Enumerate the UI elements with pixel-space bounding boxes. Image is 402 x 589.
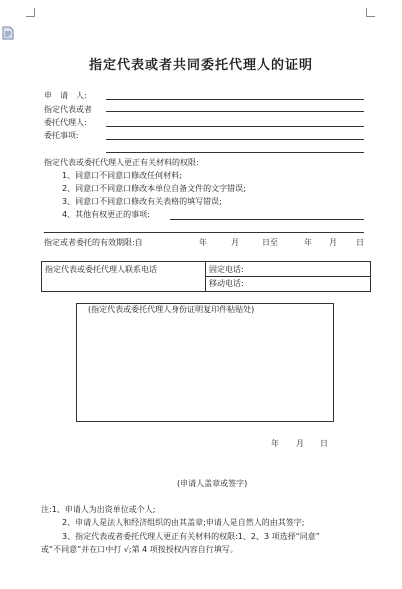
validity-day-2: 日	[356, 238, 364, 247]
note-4: 或“不同意”并在口中打 √;第 4 项按授权内容自行填写。	[41, 545, 238, 554]
sign-date-year: 年	[271, 439, 279, 448]
authority-item-4: 4、其他有权更正的事项:	[62, 210, 150, 219]
note-1: 注:1、申请人为出资单位或个人;	[41, 505, 156, 514]
matter-label: 委托事项:	[44, 131, 79, 140]
validity-month-1: 月	[231, 238, 239, 247]
agent-line-2	[106, 126, 364, 127]
authority-intro: 指定代表或委托代理人更正有关材料的权限:	[44, 158, 199, 167]
authority-item-1: 1、同意口不同意口修改任何材料;	[62, 171, 182, 180]
sign-date-month: 月	[296, 439, 304, 448]
id-paste-label: (指定代表或委托代理人身份证明复印件粘贴处)	[88, 305, 255, 314]
seal-label: (申请人盖章或签字)	[177, 479, 248, 488]
note-2: 2、申请人是法人和经济组织的由其盖章;申请人是自然人的由其签字;	[62, 518, 305, 527]
validity-month-2: 月	[329, 238, 337, 247]
matter-line-1	[106, 139, 364, 140]
applicant-label: 申 请 人:	[44, 91, 87, 100]
other-matters-line-1	[170, 219, 364, 220]
agent-label-line1: 指定代表或者	[44, 105, 92, 114]
applicant-line	[106, 99, 364, 100]
authority-item-3: 3、同意口不同意口修改有关表格的填写错误;	[62, 197, 222, 206]
sign-date-day: 日	[320, 439, 328, 448]
mobile-phone-label: 移动电话:	[209, 279, 244, 288]
agent-label-line2: 委托代理人:	[44, 118, 87, 127]
note-3: 3、指定代表或者委托代理人更正有关材料的权限:1、2、3 项选择“同意”	[62, 532, 320, 541]
id-paste-box	[76, 303, 334, 422]
agent-line-1	[106, 111, 364, 112]
authority-item-2: 2、同意口不同意口修改本单位自备文件的文字错误;	[62, 184, 246, 193]
crop-mark-top-left	[26, 8, 35, 17]
fixed-phone-label: 固定电话:	[209, 265, 244, 274]
validity-day-to: 日至	[262, 238, 278, 247]
contact-table-hdivider	[206, 276, 370, 277]
validity-label: 指定或者委托的有效期限:自	[44, 238, 143, 247]
contact-label: 指定代表或委托代理人联系电话	[45, 265, 157, 274]
validity-year-1: 年	[199, 238, 207, 247]
other-matters-line-2	[44, 232, 364, 233]
document-title: 指定代表或者共同委托代理人的证明	[88, 58, 313, 73]
document-icon	[2, 26, 14, 40]
matter-line-2	[106, 152, 364, 153]
crop-mark-top-right	[366, 8, 375, 17]
validity-year-2: 年	[304, 238, 312, 247]
